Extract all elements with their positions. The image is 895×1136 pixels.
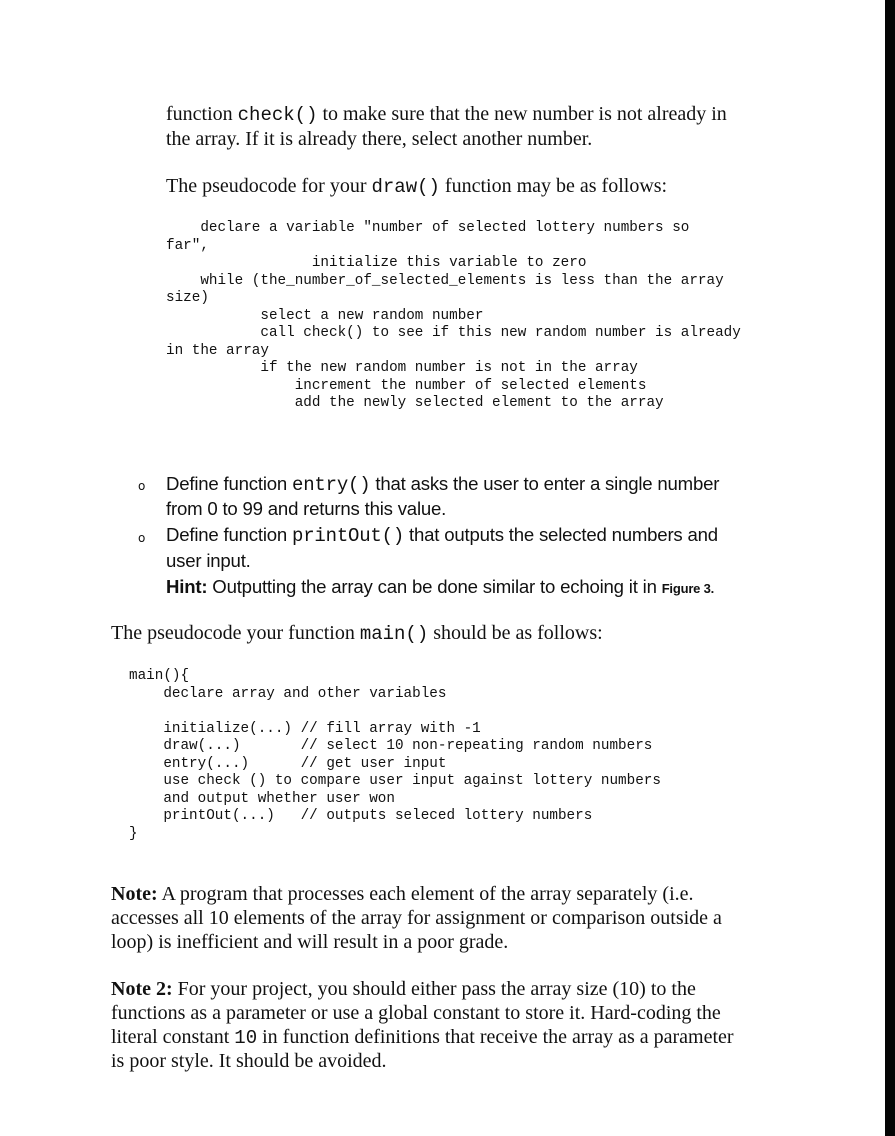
- note-1-text: A program that processes each element of the array separately (i.e.: [157, 883, 694, 905]
- intro-line-2: the array. If it is already there, select another number.: [166, 128, 593, 150]
- bullet-marker: o: [138, 531, 146, 545]
- intro-text: function: [166, 103, 238, 125]
- main-intro-text: should be as follows:: [428, 622, 603, 644]
- bullet-entry-line-2: from 0 to 99 and returns this value.: [166, 498, 447, 519]
- note-2-text: literal constant: [111, 1026, 235, 1048]
- figure-reference: Figure 3.: [661, 581, 715, 596]
- note-1-label: Note:: [111, 883, 158, 905]
- hint-line: [166, 574, 714, 602]
- draw-intro-text: The pseudocode for your: [166, 175, 372, 197]
- note-1-line-1: [111, 882, 694, 907]
- note-2-text: in function definitions that receive the array as a parameter: [257, 1026, 734, 1048]
- hint-text: Outputting the array can be done similar to echoing it in: [207, 576, 662, 597]
- intro-text: to make sure that the new number is not already in: [317, 103, 727, 125]
- note-1-line-2: accesses all 10 elements of the array for assignment or comparison outside a: [111, 907, 722, 929]
- main-function-code: main(): [359, 623, 429, 645]
- main-intro: [111, 621, 603, 647]
- bullet-text: Define function: [166, 524, 293, 545]
- main-pseudocode-block: main(){ declare array and other variables initialize(...) // fill array with -1 draw(...) // select 10 non-repeating random numbers entry(...) // get user input use check () to compare user input against lottery numbers and output whether user won printOut(...) // outputs seleced lottery numbers }: [129, 668, 661, 842]
- note-1-line-3: loop) is inefficient and will result in a poor grade.: [111, 931, 509, 953]
- bullet-marker: o: [138, 479, 146, 493]
- bullet-entry-line-1: [166, 471, 719, 499]
- draw-function-code: draw(): [371, 176, 440, 198]
- hint-label: Hint:: [166, 576, 208, 597]
- scan-edge-border: [885, 0, 895, 1136]
- intro-line-1: [166, 102, 727, 128]
- draw-intro-text: function may be as follows:: [439, 175, 668, 197]
- main-intro-text: The pseudocode your function: [111, 622, 360, 644]
- printout-function-code: printOut(): [292, 525, 405, 547]
- bullet-text: that outputs the selected numbers and: [404, 524, 718, 545]
- note-2-label: Note 2:: [111, 978, 173, 1000]
- entry-function-code: entry(): [292, 474, 371, 496]
- note-2-line-3: [111, 1025, 734, 1051]
- note-2-line-1: [111, 977, 696, 1002]
- literal-constant-code: 10: [234, 1027, 258, 1049]
- note-2-text: For your project, you should either pass the array size (10) to the: [172, 978, 696, 1000]
- note-2-line-4: is poor style. It should be avoided.: [111, 1050, 387, 1072]
- bullet-text: Define function: [166, 473, 293, 494]
- bullet-text: that asks the user to enter a single number: [370, 473, 720, 494]
- bullet-printout-line-1: [166, 522, 718, 550]
- draw-pseudocode-block: declare a variable "number of selected lottery numbers so far", initialize this variable to zero while (the_number_of_selected_elements is less than the array size) select a new random number call check() to see if this new random number is already in the array if the new random number is not in the array increment the number of selected elements add the newly selected element to the array: [166, 220, 741, 411]
- check-function-code: check(): [237, 104, 318, 126]
- draw-intro: [166, 174, 667, 200]
- note-2-line-2: functions as a parameter or use a global constant to store it. Hard-coding the: [111, 1002, 721, 1024]
- bullet-printout-line-2: user input.: [166, 550, 251, 571]
